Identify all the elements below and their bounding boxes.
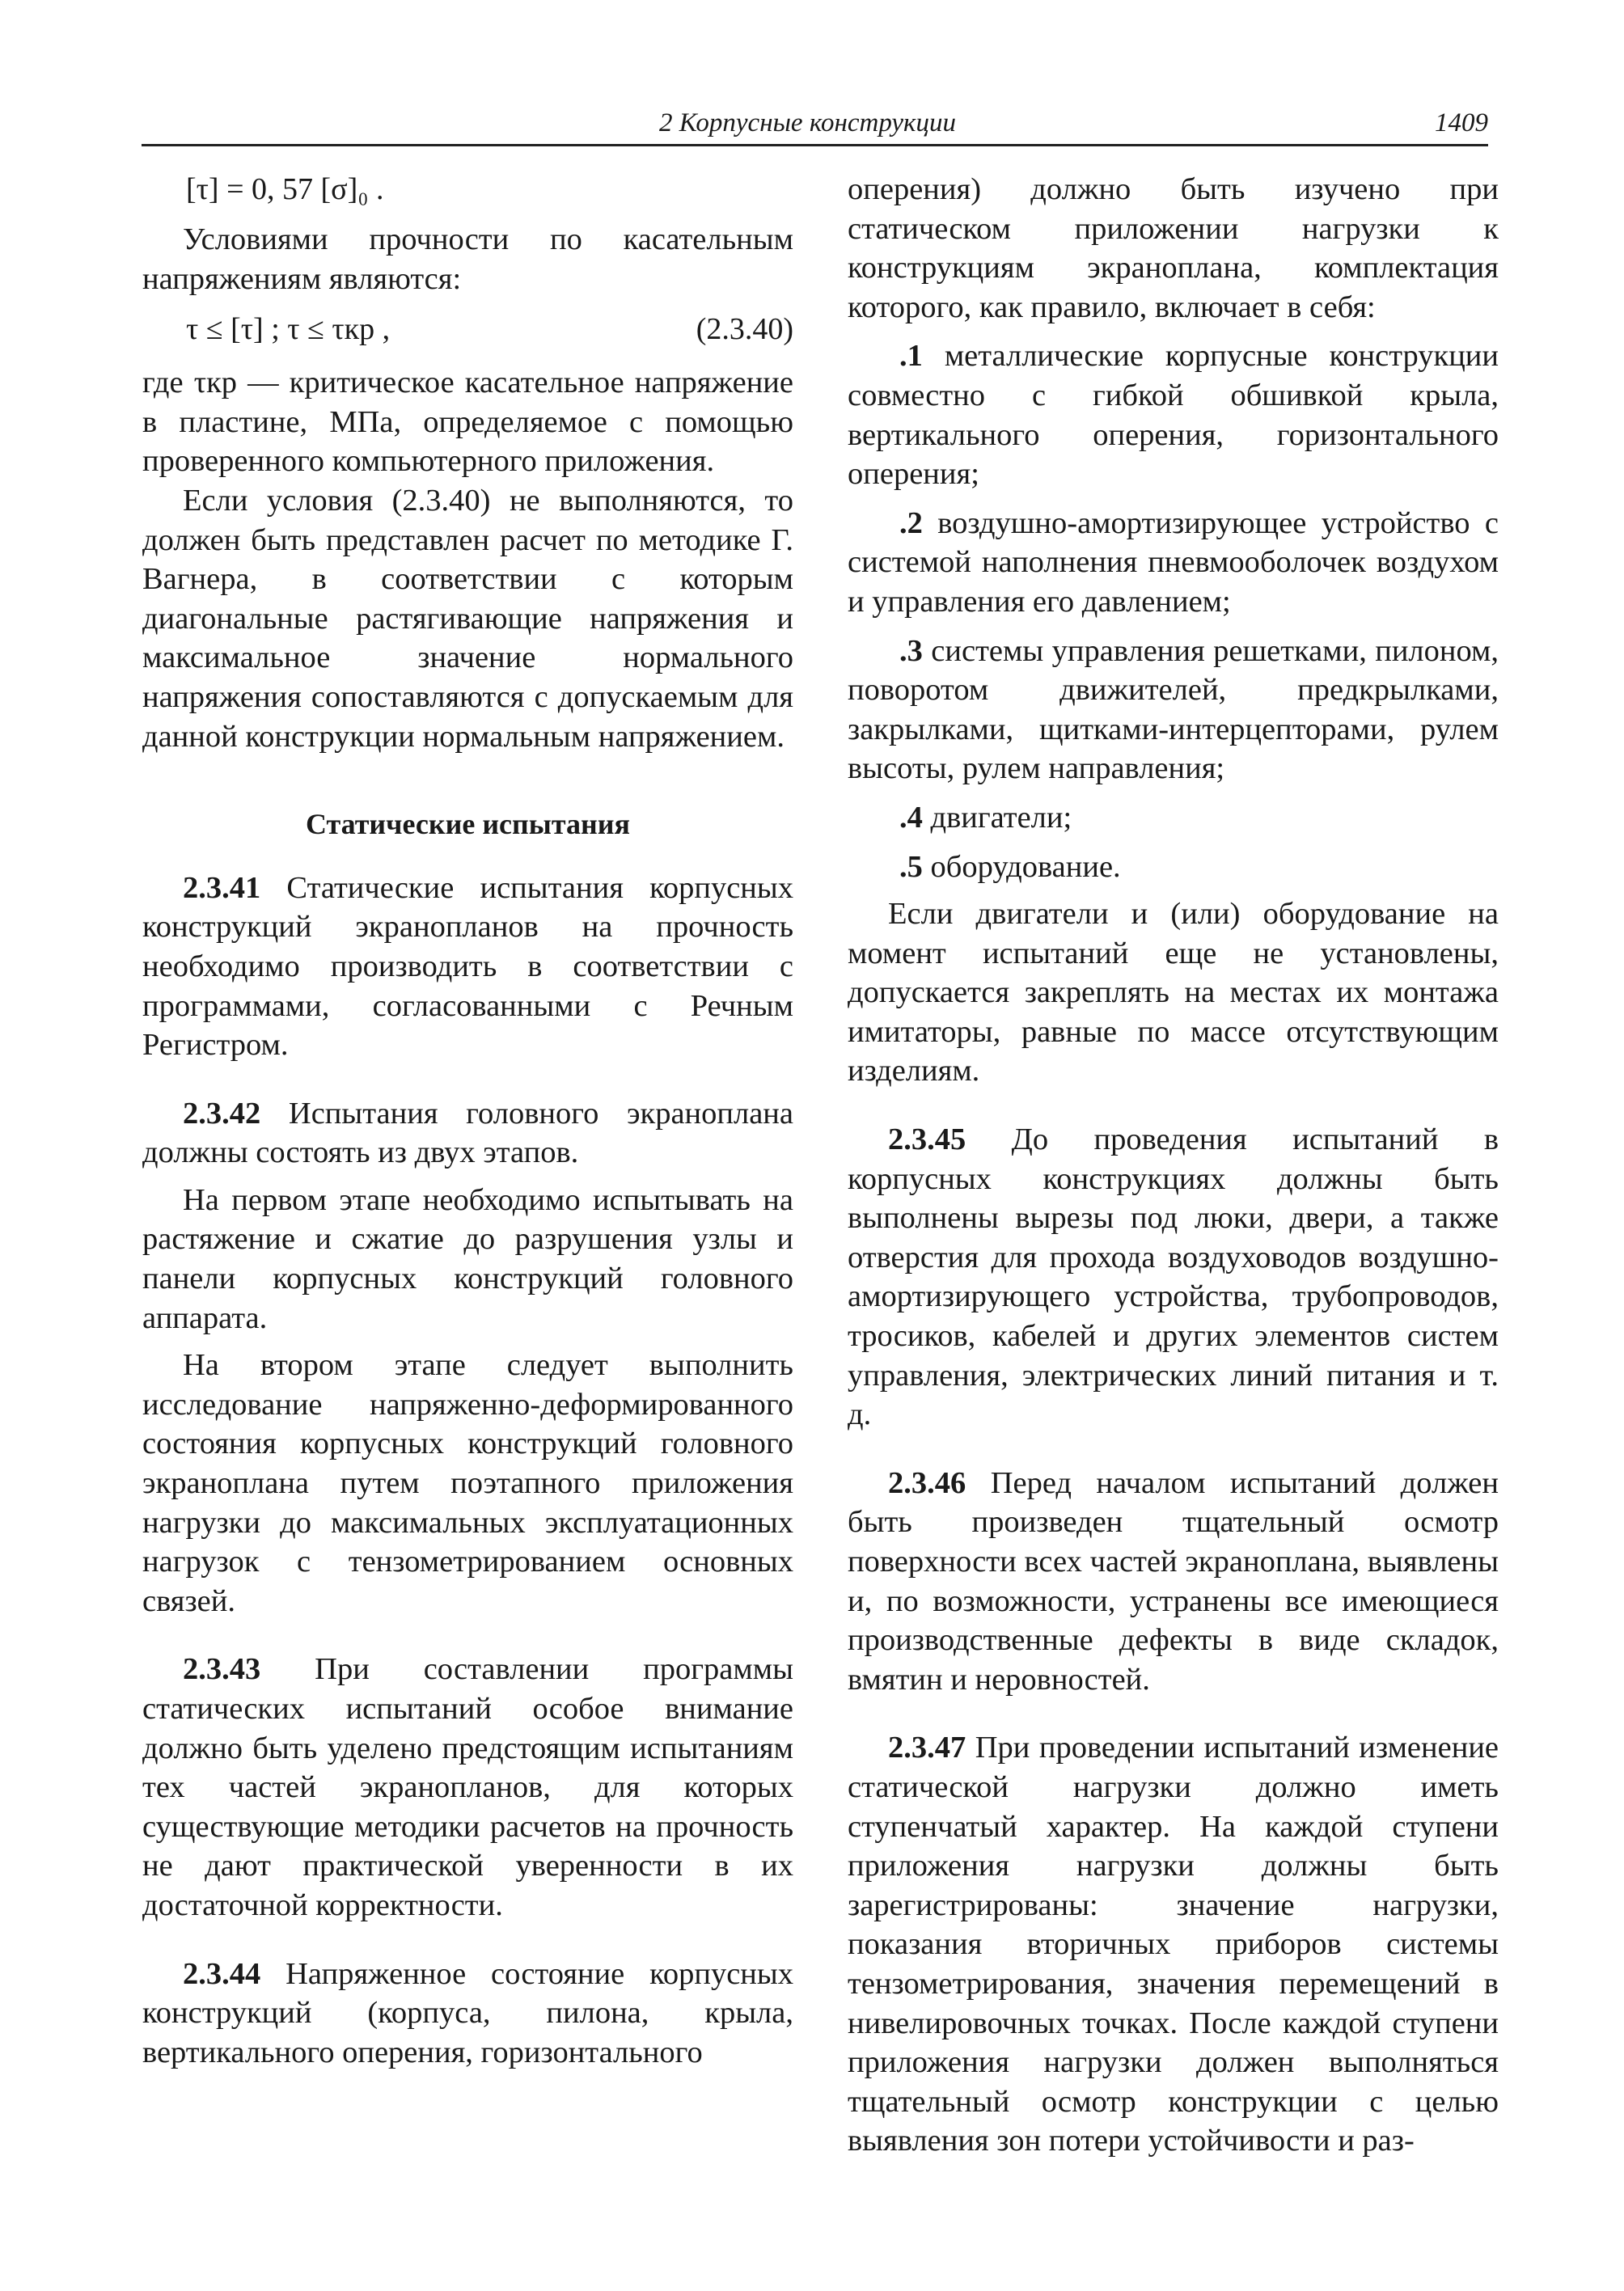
- formula-2-3-40-text: τ ≤ [τ] ; τ ≤ τкр ,: [186, 312, 391, 347]
- item-text: системы управления решетками, пилоном, поворотом движителей, предкрылками, закрылками, щитками-интерцепторами, рулем высоты, рулем направления;: [848, 633, 1499, 786]
- item-number: .1: [899, 339, 923, 374]
- chapter-title: 2 Корпусные конструкции: [659, 108, 956, 137]
- formula-tau-text: [τ] = 0, 57 [σ]₀ .: [186, 172, 384, 206]
- clause-2-3-47: [848, 1728, 1499, 2161]
- clause-2-3-42: [142, 1094, 793, 1173]
- clause-text: До проведения испытаний в корпусных конструкциях должны быть выполнены вырезы под люки, двери, а также отверстия для прохода воздуховодов воздушно-амортизирующего устройства, трубопроводов, тросиков, кабелей и других элементов систем управления, электрических линий питания и т. д.: [848, 1122, 1499, 1432]
- clause-number: 2.3.47: [888, 1731, 966, 1765]
- item-number: .5: [899, 849, 923, 884]
- clause-text: Испытания головного экраноплана должны состоять из двух этапов.: [142, 1096, 793, 1170]
- section-heading: Статические испытания: [306, 808, 630, 841]
- equation-number: (2.3.40): [696, 312, 793, 347]
- formula-tau-allowable: [186, 170, 793, 212]
- item-text: двигатели;: [930, 800, 1072, 835]
- clause-text: Напряженное состояние корпусных конструкций (корпуса, пилона, крыла, вертикального оперения, горизонтального: [142, 1956, 794, 2069]
- paragraph-strength-conditions: Условиями прочности по касательным напряжениям являются:: [142, 222, 793, 296]
- clause-2-3-44: [142, 1955, 793, 2073]
- clause-text: Перед началом испытаний должен быть произведен тщательный осмотр поверхности всех частей экраноплана, выявлены и, по возможности, устранены все имеющиеся производственные дефекты в виде складок, вмятин и неровностей.: [848, 1465, 1499, 1697]
- paragraph-second-stage: На втором этапе следует выполнить исследование напряженно-деформированного состояния корпусных конструкций головного экраноплана путем поэтапного приложения нагрузки до максимальных эксплуатационных нагрузок с тензометрированием основных связей.: [142, 1348, 793, 1618]
- right-column: [848, 170, 1499, 2161]
- paragraph-first-stage: На первом этапе необходимо испытывать на растяжение и сжатие до разрушения узлы и панели корпусных конструкций головного аппарата.: [142, 1182, 793, 1335]
- item-number: .2: [899, 505, 923, 540]
- paragraph-simulators: Если двигатели и (или) оборудование на момент испытаний еще не установлены, допускается закреплять на местах их монтажа имитаторы, равные по массе отсутствующим изделиям.: [848, 897, 1499, 1088]
- list-item: [848, 336, 1499, 493]
- list-item: [848, 632, 1499, 788]
- paragraph-continuation: оперения) должно быть изучено при статическом приложении нагрузки к конструкциям экраноплана, комплектация которого, как правило, включает в себя:: [848, 172, 1499, 324]
- item-text: оборудование.: [930, 849, 1121, 884]
- list-item: [848, 848, 1499, 887]
- item-number: .4: [899, 800, 923, 835]
- paragraph-wagner-method: Если условия (2.3.40) не выполняются, то должен быть представлен расчет по методике Г. Вагнера, в соответствии с которым диагональные растягивающие напряжения и максимальное значение нормального напряжения сопоставляются с допускаемым для данной конструкции нормальным напряжением.: [142, 483, 793, 754]
- clause-number: 2.3.44: [183, 1956, 261, 1991]
- list-item: [848, 504, 1499, 622]
- clause-number: 2.3.43: [183, 1652, 261, 1687]
- clause-2-3-41: [142, 869, 793, 1065]
- formula-2-3-40: [186, 310, 793, 355]
- clause-number: 2.3.46: [888, 1465, 966, 1500]
- item-number: .3: [899, 633, 923, 668]
- item-text: металлические корпусные конструкции совместно с гибкой обшивкой крыла, вертикального оперения, горизонтального оперения;: [848, 339, 1499, 492]
- clause-2-3-45: [848, 1120, 1499, 1435]
- list-item: [848, 798, 1499, 838]
- item-text: воздушно-амортизирующее устройство с системой наполнения пневмооболочек воздухом и управления его давлением;: [848, 505, 1499, 619]
- clause-number: 2.3.45: [888, 1122, 966, 1157]
- clause-number: 2.3.42: [183, 1096, 261, 1131]
- left-column: [142, 170, 793, 2072]
- clause-number: 2.3.41: [183, 870, 261, 905]
- clause-text: При составлении программы статических испытаний особое внимание должно быть уделено предстоящим испытаниям тех частей экранопланов, для которых существующие методики расчетов на прочность не дают практической уверенности в их достаточной корректности.: [142, 1652, 793, 1922]
- clause-text: Статические испытания корпусных конструкций экранопланов на прочность необходимо производить в соответствии с программами, согласованными с Речным Регистром.: [142, 870, 793, 1063]
- page-number: 1409: [1435, 108, 1488, 137]
- clause-2-3-46: [848, 1464, 1499, 1700]
- clause-text: При проведении испытаний изменение статической нагрузки должно иметь ступенчатый характер. На каждой ступени приложения нагрузки должны быть зарегистрированы: значение нагрузки, показания вторичных приборов системы тензометрирования, значения перемещений в нивелировочных точках. После каждой ступени приложения нагрузки должен выполняться тщательный осмотр конструкции с целью выявления зон потери устойчивости и раз-: [848, 1731, 1499, 2158]
- clause-2-3-43: [142, 1650, 793, 1925]
- running-header: [142, 104, 1488, 146]
- paragraph-tau-kr-definition: где τкр — критическое касательное напряжение в пластине, МПа, определяемое с помощью проверенного компьютерного приложения.: [142, 366, 793, 479]
